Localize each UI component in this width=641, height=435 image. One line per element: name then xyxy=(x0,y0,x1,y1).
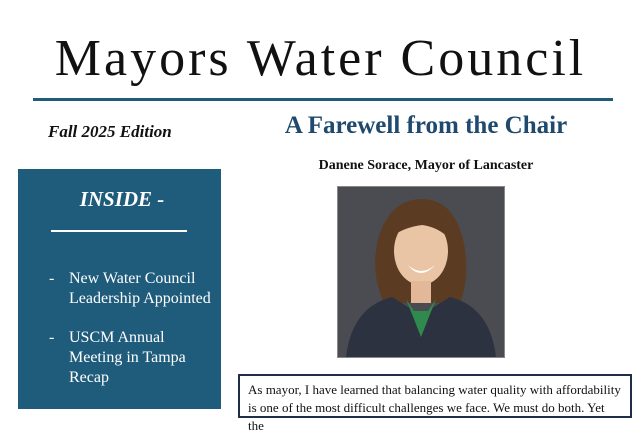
portrait-illustration xyxy=(338,187,504,357)
inside-item-label: New Water Council Leadership Appointed xyxy=(69,270,211,307)
inside-title: INSIDE - xyxy=(79,187,165,211)
article-body-box xyxy=(238,374,632,433)
inside-divider xyxy=(51,230,187,232)
newsletter-masthead: Mayors Water Council xyxy=(54,30,587,87)
article-headline: A Farewell from the Chair xyxy=(284,112,568,139)
list-bullet: - xyxy=(49,329,55,346)
article-intro: As mayor, I have learned that balancing water quality with affordability is one of the most difficult challenges we face. We must do both. Yet the xyxy=(248,382,621,433)
inside-item-label: USCM Annual Meeting in Tampa Recap xyxy=(69,329,186,386)
author-portrait xyxy=(337,186,505,358)
list-bullet: - xyxy=(49,270,55,287)
inside-sidebar xyxy=(18,169,221,409)
inside-list xyxy=(18,269,219,407)
masthead-divider xyxy=(33,98,613,101)
inside-list-item[interactable] xyxy=(18,328,219,388)
inside-list-item[interactable] xyxy=(18,269,219,309)
edition-label: Fall 2025 Edition xyxy=(48,122,172,141)
article-byline: Danene Sorace, Mayor of Lancaster xyxy=(318,158,534,173)
